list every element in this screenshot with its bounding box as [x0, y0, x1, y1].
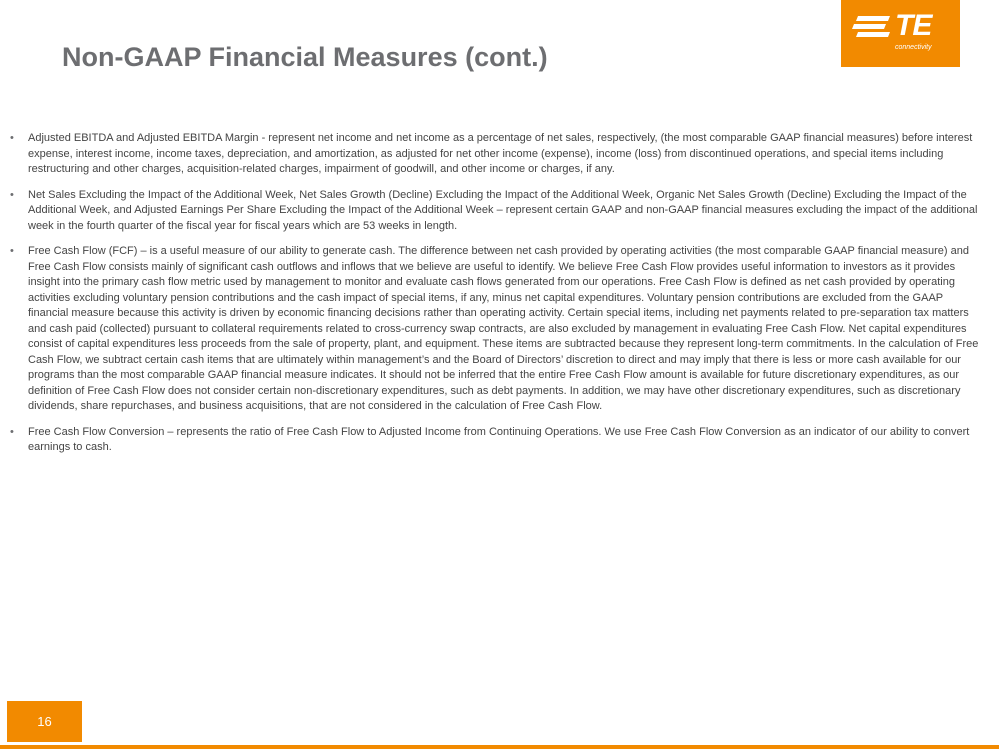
- bullet-item-fcf-conversion: [10, 425, 982, 456]
- bullet-marker: •: [10, 245, 14, 257]
- bullet-item-free-cash-flow: [10, 244, 982, 415]
- bullet-marker: •: [10, 188, 14, 201]
- bullet-list: [10, 131, 982, 466]
- bullet-item-additional-week: [10, 188, 982, 235]
- footer-divider: [0, 745, 999, 749]
- bullet-text: Free Cash Flow Conversion – represents the ratio of Free Cash Flow to Adjusted Income from Continuing Operations. We use Free Cash Flow Conversion as an indicator of our ability to convert earnings to cash.: [28, 425, 970, 453]
- bullet-text: Net Sales Excluding the Impact of the Additional Week, Net Sales Growth (Decline) Excluding the Impact of the Additional Week, Organic Net Sales Growth (Decline) Excluding the Impact of the Additional Week, and Adjusted Earnings Per Share Excluding the Impact of the Additional Week – represent certain GAAP and non-GAAP financial measures excluding the impact of the additional week in the fourth quarter of the fiscal year for fiscal years which are 53 weeks in length.: [28, 188, 978, 232]
- logo-wordmark: TE: [895, 9, 932, 42]
- bullet-text: Free Cash Flow (FCF) – is a useful measure of our ability to generate cash. The difference between net cash provided by operating activities (the most comparable GAAP financial measure) and Free Cash Flow consists mainly of significant cash outflows and inflows that we believe are useful to identify. We believe Free Cash Flow provides useful information to investors as it provides insight into the primary cash flow metric used by management to monitor and evaluate cash flows generated from our operations. Free Cash Flow is defined as net cash provided by operating activities excluding voluntary pension contributions and the cash impact of special items, if any, minus net capital expenditures. Voluntary pension contributions are excluded from the GAAP financial measure because this activity is driven by economic financing decisions rather than operating activity. Certain special items, including net payments related to pre-separation tax matters and cash paid (collected) pursuant to collateral requirements related to cross-currency swap contracts, are also excluded by management in evaluating Free Cash Flow. Net capital expenditures consist of capital expenditures less proceeds from the sale of property, plant, and equipment. These items are subtracted because they represent long-term commitments. In the calculation of Free Cash Flow, we subtract certain cash items that are ultimately within management’s and the Board of Directors’ discretion to direct and may imply that there is less or more cash available for our programs than the most comparable GAAP financial measure indicates. It should not be inferred that the entire Free Cash Flow amount is available for future discretionary expenditures, as our definition of Free Cash Flow does not consider certain non-discretionary expenditures, such as debt payments. In addition, we may have other discretionary expenditures, such as discretionary dividends, share repurchases, and business acquisitions, that are not considered in the calculation of Free Cash Flow.: [28, 245, 979, 412]
- page-title: Non-GAAP Financial Measures (cont.): [62, 42, 548, 72]
- bullet-marker: •: [10, 425, 14, 438]
- te-connectivity-logo: [841, 0, 960, 67]
- logo-tagline: connectivity: [895, 44, 932, 51]
- te-stripes-icon: [852, 13, 892, 41]
- bullet-item-adjusted-ebitda: [10, 131, 982, 178]
- page-number: 16: [7, 701, 82, 742]
- bullet-text: Adjusted EBITDA and Adjusted EBITDA Margin - represent net income and net income as a percentage of net sales, respectively, (the most comparable GAAP financial measures) before interest expense, interest income, income taxes, depreciation, and amortization, as adjusted for net other income (expense), income (loss) from discontinued operations, and special items including restructuring and other charges, acquisition-related charges, impairment of goodwill, and other income or charges, if any.: [28, 132, 973, 175]
- bullet-marker: •: [10, 132, 14, 144]
